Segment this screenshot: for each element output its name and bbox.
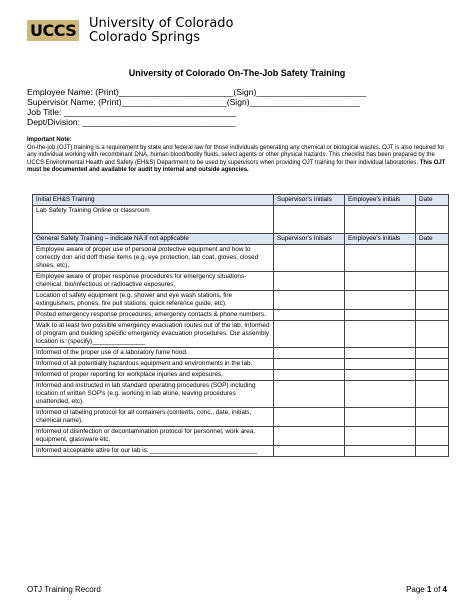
supervisor-initials-cell[interactable] xyxy=(273,381,344,408)
job-title-field[interactable]: Job Title: ____________________________________ xyxy=(27,107,236,117)
table-row xyxy=(33,446,449,457)
date-cell[interactable] xyxy=(416,310,449,321)
university-name xyxy=(89,17,234,45)
page-of: of xyxy=(431,585,443,594)
table-row xyxy=(33,245,449,272)
date-cell[interactable] xyxy=(416,359,449,370)
note-emphasis: This OJT must be documented and available for audit by internal and outside agencies. xyxy=(27,159,446,174)
employee-name-field[interactable]: Employee Name: (Print)________________________(Sign)_______________________ xyxy=(27,87,367,97)
row-label: Informed of proper reporting for workplace injuries and exposures. xyxy=(33,370,274,381)
supervisor-initials-cell[interactable] xyxy=(273,291,344,310)
supervisor-initials-cell[interactable] xyxy=(273,427,344,446)
logo-mark: UCCS xyxy=(27,20,79,41)
page-total: 4 xyxy=(442,585,447,594)
employee-initials-header: Employee's initials xyxy=(344,195,415,206)
employee-initials-cell[interactable] xyxy=(344,310,415,321)
employee-initials-header: Employee's initials xyxy=(344,234,415,245)
row-label: Location of safety equipment (e.g. shower and eye wash stations, fire extinguishers, phones, fire pull stations, quick reference guide, etc). xyxy=(33,291,274,310)
note-body-wrap xyxy=(27,145,447,175)
row-label: Walk to at least two possible emergency evacuation routes out of the lab. Informed of program and building specific emergency evacuation procedures. Our assembly location is: (specify)_______________ xyxy=(33,321,274,348)
date-header: Date xyxy=(416,195,449,206)
document-title: University of Colorado On-The-Job Safety Training xyxy=(128,68,346,78)
date-header: Date xyxy=(416,234,449,245)
date-cell[interactable] xyxy=(416,446,449,457)
employee-initials-cell[interactable] xyxy=(344,359,415,370)
row-label: Informed of labeling protocol for all containers (contents, conc., date, initials, chemical name). xyxy=(33,408,274,427)
employee-initials-cell[interactable] xyxy=(344,381,415,408)
row-label: Informed of the proper use of a laboratory fume hood. xyxy=(33,348,274,359)
row-label: Employee aware of proper use of personal protective equipment and how to correctly don and doff these items (e.g. eye protection, lab coat, gloves, closed shoes, etc). xyxy=(33,245,274,272)
section-header-row xyxy=(33,195,449,206)
table-row xyxy=(33,408,449,427)
page-number xyxy=(406,585,447,594)
row-label: Posted emergency response procedures, emergency contacts & phone numbers. xyxy=(33,310,274,321)
important-note xyxy=(27,137,447,175)
employee-initials-cell[interactable] xyxy=(344,272,415,291)
dept-division-field[interactable]: Dept/Division: ________________________________ xyxy=(27,117,236,127)
employee-initials-cell[interactable] xyxy=(344,321,415,348)
note-heading: Important Note: xyxy=(27,137,72,143)
supervisor-initials-cell[interactable] xyxy=(273,370,344,381)
supervisor-initials-cell[interactable] xyxy=(273,272,344,291)
date-cell[interactable] xyxy=(416,272,449,291)
employee-initials-cell[interactable] xyxy=(344,206,415,234)
table-row xyxy=(33,272,449,291)
table-row xyxy=(33,359,449,370)
employee-initials-cell[interactable] xyxy=(344,446,415,457)
uccs-logo xyxy=(27,16,234,45)
row-label: Informed of disinfection or decontamination protocol for personnel, work area, equipment, glassware etc. xyxy=(33,427,274,446)
date-cell[interactable] xyxy=(416,427,449,446)
table-row xyxy=(33,206,449,234)
university-line2: Colorado Springs xyxy=(89,30,200,45)
page-prefix: Page xyxy=(406,585,427,594)
supervisor-initials-header: Supervisor's Initials xyxy=(273,234,344,245)
section1-header: Initial EH&S Training xyxy=(33,195,274,206)
training-checklist-table xyxy=(32,194,449,457)
university-line1: University of Colorado xyxy=(89,16,234,31)
supervisor-initials-cell[interactable] xyxy=(273,310,344,321)
employee-initials-cell[interactable] xyxy=(344,427,415,446)
page-current: 1 xyxy=(426,585,432,594)
row-label: Employee aware of proper response procedures for emergency situations-chemical, bio/infectious or radioactive exposures. xyxy=(33,272,274,291)
date-cell[interactable] xyxy=(416,245,449,272)
supervisor-initials-cell[interactable] xyxy=(273,348,344,359)
table-row xyxy=(33,381,449,408)
date-cell[interactable] xyxy=(416,408,449,427)
table-row xyxy=(33,321,449,348)
supervisor-initials-cell[interactable] xyxy=(273,206,344,234)
date-cell[interactable] xyxy=(416,348,449,359)
table-row xyxy=(33,291,449,310)
supervisor-name-field[interactable]: Supervisor Name: (Print)______________________(Sign)_______________________ xyxy=(27,97,360,107)
employee-fields xyxy=(27,87,366,127)
table-row xyxy=(33,310,449,321)
employee-initials-cell[interactable] xyxy=(344,348,415,359)
employee-initials-cell[interactable] xyxy=(344,245,415,272)
row-label: Informed and instructed in lab standard operating procedures (SOP) including location of written SOP's (e.g. working in lab alone, leaving procedures unattended, etc). xyxy=(33,381,274,408)
date-cell[interactable] xyxy=(416,370,449,381)
supervisor-initials-cell[interactable] xyxy=(273,245,344,272)
employee-initials-cell[interactable] xyxy=(344,291,415,310)
employee-initials-cell[interactable] xyxy=(344,370,415,381)
note-body: On-the-job (OJT) training is a requirement by state and federal law for those individuals generating any chemical or biological wastes. OJT is also required for any individual working with recombinant DNA, human blood/bodily fluids, select agents or other physical hazards. This checklist has been prepared by the UCCS Environmental Health and Safety (EH&S) Department to be used by supervisors when providing OJT training for their individual laboratories. xyxy=(27,144,445,166)
supervisor-initials-header: Supervisor's Initials xyxy=(273,195,344,206)
section2-header: General Safety Training – indicate NA if not applicable xyxy=(33,234,274,245)
supervisor-initials-cell[interactable] xyxy=(273,408,344,427)
row-label: Informed acceptable attire for our lab is: ______________________________ xyxy=(33,446,274,457)
row-label: Lab Safety Training Online or classroom xyxy=(33,206,274,234)
employee-initials-cell[interactable] xyxy=(344,408,415,427)
footer-record-label: OTJ Training Record xyxy=(27,585,101,594)
row-label: Informed of all potentially hazardous equipment and environments in the lab. xyxy=(33,359,274,370)
table-row xyxy=(33,427,449,446)
date-cell[interactable] xyxy=(416,321,449,348)
table-row xyxy=(33,348,449,359)
supervisor-initials-cell[interactable] xyxy=(273,321,344,348)
date-cell[interactable] xyxy=(416,291,449,310)
supervisor-initials-cell[interactable] xyxy=(273,359,344,370)
date-cell[interactable] xyxy=(416,206,449,234)
section-header-row xyxy=(33,234,449,245)
date-cell[interactable] xyxy=(416,381,449,408)
supervisor-initials-cell[interactable] xyxy=(273,446,344,457)
table-row xyxy=(33,370,449,381)
